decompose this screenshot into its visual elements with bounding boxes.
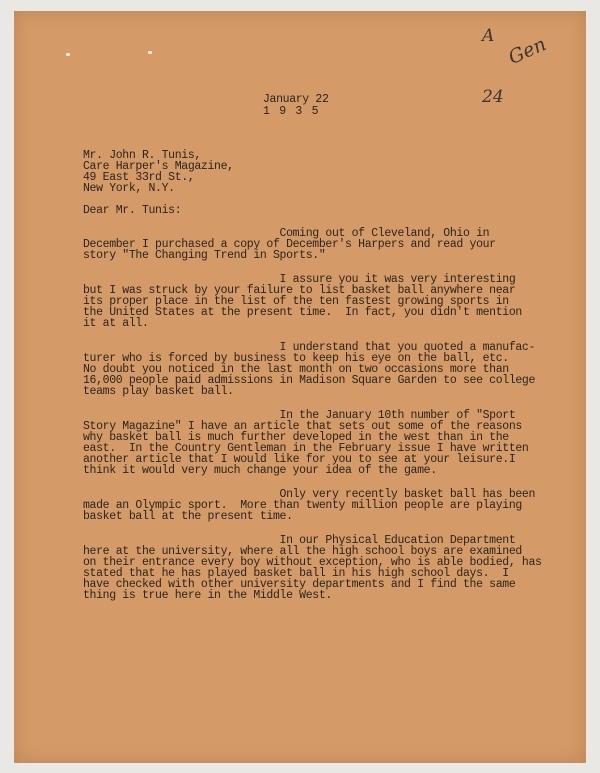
body-line: No doubt you noticed in the last month on two occasions more than bbox=[83, 363, 509, 376]
body-line: December I purchased a copy of December's Harpers and read your bbox=[83, 238, 496, 251]
address-line: New York, N.Y. bbox=[83, 182, 175, 195]
body-line: Story Magazine" I have an article that sets out some of the reasons bbox=[83, 420, 522, 433]
date-line-2: 1 9 3 5 bbox=[263, 105, 320, 118]
handwritten-gen: Gen bbox=[505, 33, 550, 69]
body-line: the United States at the present time. In fact, you didn't mention bbox=[83, 306, 522, 319]
body-line: basket ball at the present time. bbox=[83, 510, 293, 523]
date-line-1: January 22 bbox=[263, 93, 329, 106]
body-line: In the January 10th number of "Sport bbox=[83, 409, 516, 422]
handwritten-24: 24 bbox=[482, 87, 504, 107]
address-line: 49 East 33rd St., bbox=[83, 171, 195, 184]
body-line: teams play basket ball. bbox=[83, 385, 234, 398]
body-line: Only very recently basket ball has been bbox=[83, 488, 536, 501]
body-line: think it would very much change your idea of the game. bbox=[83, 464, 437, 477]
body-line: I understand that you quoted a manufac- bbox=[83, 341, 536, 354]
body-line: east. In the Country Gentleman in the February issue I have written bbox=[83, 442, 529, 455]
body-line: but I was struck by your failure to list basket ball anywhere near bbox=[83, 284, 516, 297]
body-line: Coming out of Cleveland, Ohio in bbox=[83, 227, 490, 240]
body-line: on their entrance every boy without exception, who is able bodied, has bbox=[83, 556, 542, 569]
body-line: thing is true here in the Middle West. bbox=[83, 589, 332, 602]
body-line: turer who is forced by business to keep his eye on the ball, etc. bbox=[83, 352, 509, 365]
address-line: Care Harper's Magazine, bbox=[83, 160, 234, 173]
body-line: another article that I would like for you to see at your leisure.I bbox=[83, 453, 516, 466]
body-line: stated that he has played basket ball in his high school days. I bbox=[83, 567, 509, 580]
body-line: 16,000 people paid admissions in Madison Square Garden to see college bbox=[83, 374, 536, 387]
body-line: I assure you it was very interesting bbox=[83, 273, 516, 286]
body-line: In our Physical Education Department bbox=[83, 534, 516, 547]
body-line: its proper place in the list of the ten fastest growing sports in bbox=[83, 295, 509, 308]
body-line: have checked with other university departments and I find the same bbox=[83, 578, 516, 591]
body-line: here at the university, where all the high school boys are examined bbox=[83, 545, 522, 558]
body-line: story "The Changing Trend in Sports." bbox=[83, 249, 326, 262]
paper-speck bbox=[66, 53, 70, 56]
body-line: why basket ball is much further developed in the west than in the bbox=[83, 431, 509, 444]
salutation: Dear Mr. Tunis: bbox=[83, 204, 182, 217]
paper-speck bbox=[148, 51, 152, 54]
body-line: it at all. bbox=[83, 317, 149, 330]
address-line: Mr. John R. Tunis, bbox=[83, 149, 201, 162]
body-line: made an Olympic sport. More than twenty million people are playing bbox=[83, 499, 522, 512]
handwritten-a: A bbox=[482, 26, 495, 46]
